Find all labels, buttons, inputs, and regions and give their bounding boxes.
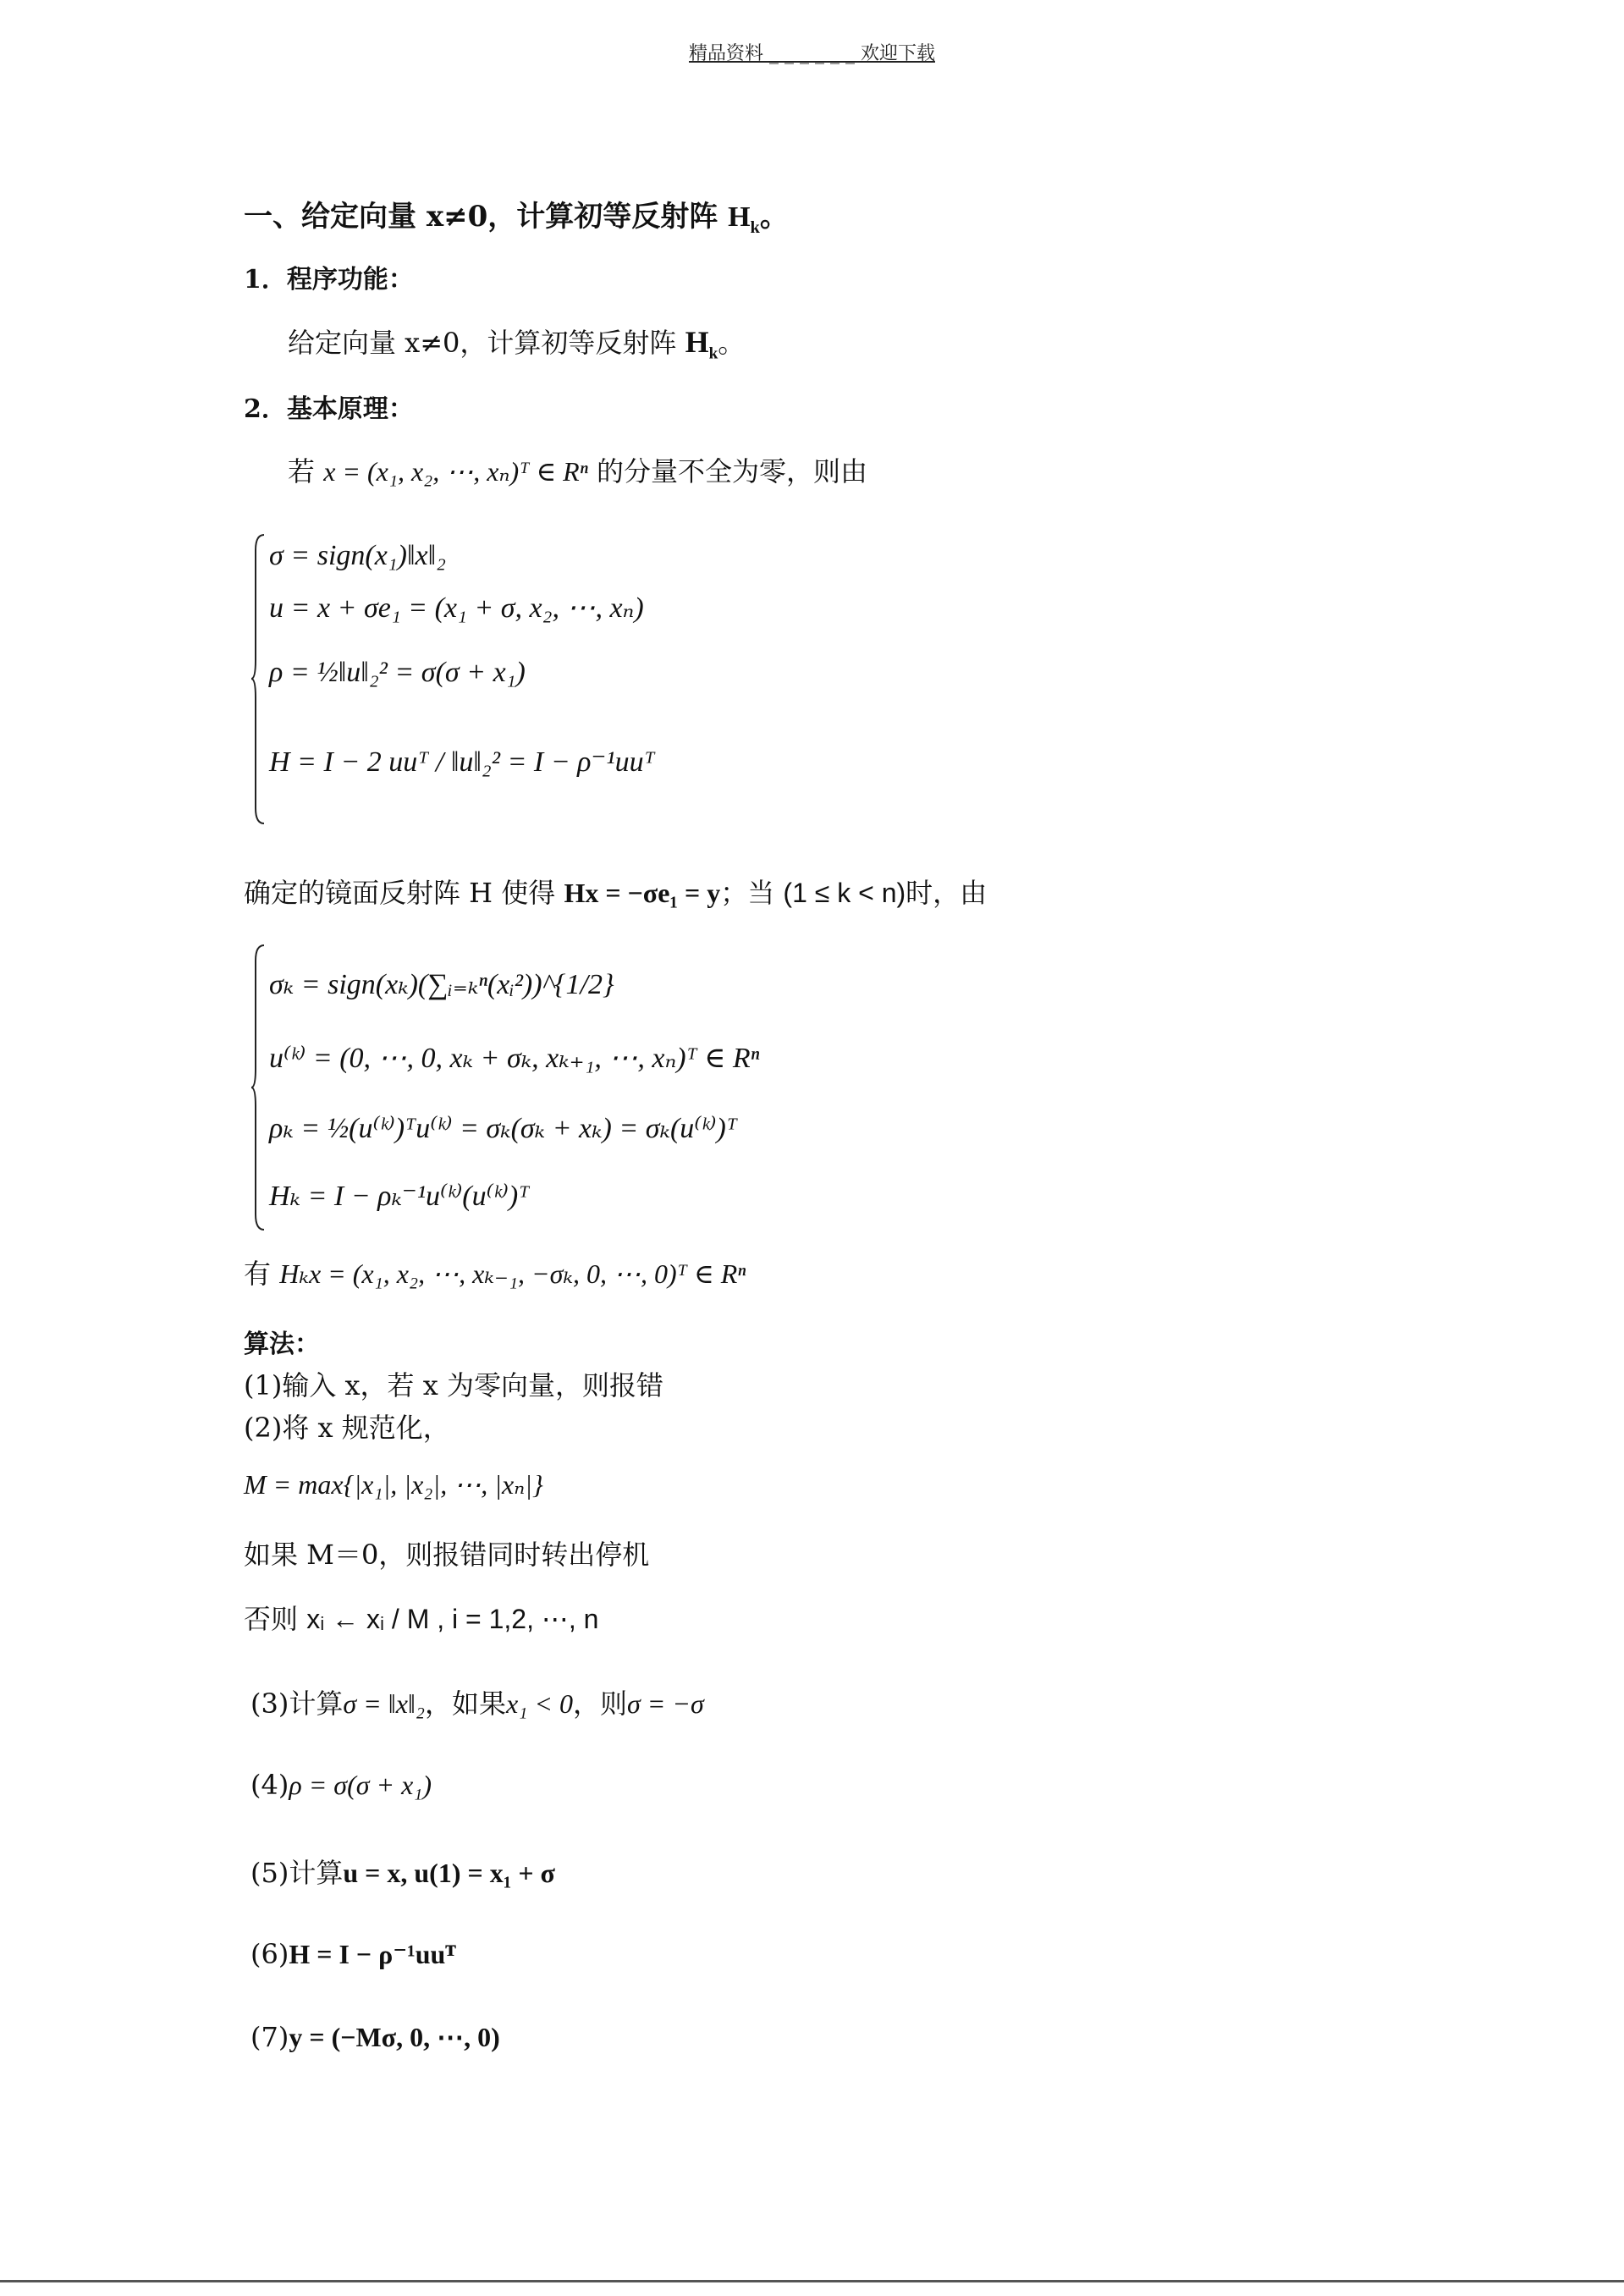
equation-h: H = I − 2 uuᵀ / ‖u‖₂² = I − ρ⁻¹uuᵀ (269, 746, 655, 778)
left-brace-icon (250, 944, 267, 1231)
algorithm-else: 否则 xᵢ ← xᵢ / M , i = 1,2, ⋯, n (244, 1603, 599, 1635)
page-header: 精品资料 _ _ _ _ _ _ 欢迎下载 (689, 43, 935, 64)
equation-sigma: σ = sign(x₁)‖x‖₂ (269, 540, 446, 571)
algorithm-step-5: (5)计算u = x, u(1) = x₁ + σ (250, 1857, 555, 1889)
section-heading-function: 1．程序功能： (244, 265, 414, 295)
result-sentence: 有 Hₖx = (x₁, x₂, ⋯, xₖ₋₁, −σₖ, 0, ⋯, 0)ᵀ ∈ Rⁿ (244, 1258, 746, 1290)
page-bottom-rule (0, 2280, 1624, 2282)
equation-system-step-k (250, 944, 1181, 1231)
algorithm-step-6: (6)H = I − ρ⁻¹uuᵀ (250, 1938, 456, 1970)
algorithm-if-zero: 如果 M＝0，则报错同时转出停机 (244, 1539, 650, 1571)
equation-sigma-k: σₖ = sign(xₖ)(∑ᵢ₌ₖⁿ(xᵢ²))^{1/2} (269, 969, 614, 1000)
max-equation: M = max{|x₁|, |x₂|, ⋯, |xₙ|} (244, 1469, 543, 1500)
equation-u: u = x + σe₁ = (x₁ + σ, x₂, ⋯, xₙ) (269, 592, 644, 624)
equation-system-householder (250, 533, 1012, 825)
mirror-sentence: 确定的镜面反射阵 H 使得 Hx = −σe₁ = y；当 (1 ≤ k < n)时，由 (244, 877, 988, 909)
algorithm-step-2: (2)将 x 规范化， (244, 1412, 450, 1444)
equation-h-k: Hₖ = I − ρₖ⁻¹u⁽ᵏ⁾(u⁽ᵏ⁾)ᵀ (269, 1181, 530, 1212)
principle-intro: 若 x = (x₁, x₂, ⋯, xₙ)ᵀ ∈ Rⁿ 的分量不全为零，则由 (288, 455, 867, 487)
equation-rho: ρ = ½‖u‖₂² = σ(σ + x₁) (269, 657, 526, 688)
algorithm-step-4: (4)ρ = σ(σ + x₁) (250, 1769, 432, 1801)
section-heading-principle: 2．基本原理： (244, 394, 414, 424)
left-brace-icon (250, 533, 267, 825)
page-title: 一、给定向量 x≠0，计算初等反射阵 $H_k$。 (244, 200, 789, 237)
function-description: 给定向量 x≠0，计算初等反射阵 $H_k$。 (288, 325, 746, 363)
algorithm-step-1: (1)输入 x，若 x 为零向量，则报错 (244, 1369, 663, 1401)
algorithm-step-7: (7)y = (−Mσ, 0, ⋯, 0) (250, 2021, 500, 2053)
equation-u-k: u⁽ᵏ⁾ = (0, ⋯, 0, xₖ + σₖ, xₖ₊₁, ⋯, xₙ)ᵀ ∈ Rⁿ (269, 1043, 760, 1074)
equation-rho-k: ρₖ = ½(u⁽ᵏ⁾)ᵀu⁽ᵏ⁾ = σₖ(σₖ + xₖ) = σₖ(u⁽ᵏ⁾)ᵀ (269, 1113, 737, 1144)
algorithm-step-3: (3)计算σ = ‖x‖₂，如果x₁ < 0，则σ = −σ (250, 1688, 704, 1720)
algorithm-heading: 算法： (244, 1330, 320, 1359)
